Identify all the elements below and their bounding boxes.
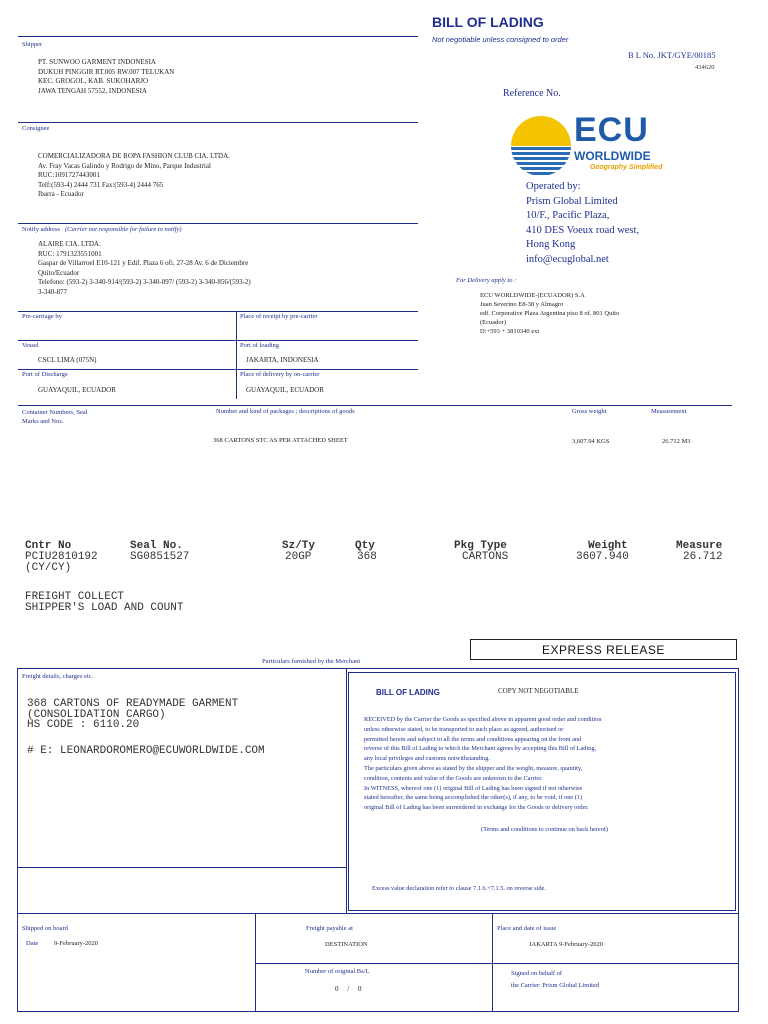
ecu-logo bbox=[510, 111, 680, 177]
precarriage-label: Pre-carriage by bbox=[22, 313, 62, 320]
discharge-label: Port of Discharge bbox=[22, 371, 68, 378]
logo-tagline: Geography Simplified bbox=[590, 164, 663, 171]
shipper-load-count: SHIPPER'S LOAD AND COUNT bbox=[25, 602, 184, 614]
vessel-label: Vessel bbox=[22, 342, 39, 349]
logo-subtext: WORLDWIDE bbox=[574, 149, 651, 163]
delivery-line: ECU WORLDWIDE-(ECUADOR) S.A bbox=[480, 292, 585, 299]
measurement-value: 26.712 M3 bbox=[662, 438, 691, 445]
divider bbox=[18, 36, 418, 37]
originals-value bbox=[335, 985, 361, 995]
cy-cy: (CY/CY) bbox=[25, 562, 72, 574]
freight-collect: FREIGHT COLLECT bbox=[25, 591, 125, 603]
divider bbox=[236, 311, 237, 399]
divider bbox=[255, 963, 739, 964]
originals-count-a: 0 bbox=[335, 985, 339, 993]
merchant-label: Particulars furnished by the Merchant bbox=[262, 658, 361, 665]
express-release-stamp bbox=[470, 639, 737, 660]
delivery-place-label: Place of delivery by on-carrier bbox=[240, 371, 320, 378]
divider bbox=[18, 369, 418, 370]
shipper-line: PT. SUNWOO GARMENT INDONESIA bbox=[38, 58, 156, 66]
terms-line: In WITNESS, whereof one (1) original Bill of Lading has been signed if not otherwise bbox=[364, 784, 583, 792]
shipper-label: Shipper bbox=[22, 41, 43, 48]
terms-line: any local privileges and customs notwithstanding. bbox=[364, 755, 490, 763]
freight-details-block bbox=[27, 699, 265, 756]
shipped-on-board-label: Shipped on board bbox=[22, 925, 68, 932]
col-weight: Weight bbox=[588, 540, 628, 552]
gross-weight-label: Gross weight bbox=[572, 408, 607, 415]
cell-size-type: 20GP bbox=[285, 551, 312, 563]
cell-qty: 368 bbox=[357, 551, 377, 563]
signed-by-carrier: the Carrier: Prism Global Limited bbox=[511, 982, 600, 989]
consignee-line: Av. Fray Vacas Galindo y Rodrigo de Mino, Parque Industrial bbox=[38, 161, 211, 170]
divider bbox=[18, 311, 418, 312]
cell-weight: 3607.940 bbox=[576, 551, 629, 563]
notify-line: Gaspar de Villarroel E10-121 y Edif. Plaza 6 ofi. 27-28 Av. 6 de Diciembre bbox=[38, 259, 249, 267]
divider bbox=[17, 913, 739, 914]
delivery-line: D:+593 + 3810340 ext bbox=[480, 328, 540, 335]
signed-behalf-label: Signed on behalf of bbox=[511, 970, 563, 977]
consignee-line: Ibarra - Ecuador bbox=[38, 190, 84, 198]
receipt-label: Place of receipt by pre-carrier bbox=[240, 313, 318, 320]
place-date-issue-value: JAKARTA 9-February-2020 bbox=[529, 941, 604, 948]
delivery-line: Juan Severino E8-38 y Almagro bbox=[480, 301, 564, 308]
terms-line: RECEIVED by the Carrier the Goods as specified above in apparent good order and condition bbox=[364, 716, 602, 723]
operator-block bbox=[526, 180, 639, 267]
freight-payable-label: Freight payable at bbox=[306, 925, 353, 932]
document-title: BILL OF LADING bbox=[432, 14, 544, 30]
reference-label: Reference No. bbox=[503, 88, 561, 99]
copy-not-negotiable: COPY NOT NEGOTIABLE bbox=[498, 687, 579, 695]
terms-text bbox=[364, 715, 601, 813]
originals-label: Number of original Bs/L bbox=[305, 968, 370, 975]
consignee-line: Telf:(593-4) 2444 731 Fax:(593-4) 2444 765 bbox=[38, 180, 164, 189]
terms-line: original Bill of Lading has been surrendered in exchange for the Goods or delivery order. bbox=[364, 804, 589, 812]
excess-value-note: Excess value declaration refer to clause 7.1.6.+7.1.5. on reverse side. bbox=[372, 885, 546, 892]
freight-email: # E: LEONARDOROMERO@ECUWORLDWIDE.COM bbox=[27, 744, 265, 757]
goods-description: 368 CARTONS STC AS PER ATTACHED SHEET bbox=[213, 437, 348, 444]
logo-text: ECU bbox=[574, 111, 649, 149]
notify-line: ALAIRE CIA. LTDA. bbox=[38, 240, 101, 248]
express-release-text: EXPRESS RELEASE bbox=[542, 642, 665, 657]
consignee-label: Consignee bbox=[22, 125, 50, 132]
bl-number: B L No. JKT/GYE/00185 bbox=[628, 50, 716, 60]
ecu-globe-icon bbox=[510, 115, 572, 177]
operator-label: Operated by: bbox=[526, 181, 581, 192]
measurement-label: Measurement bbox=[651, 408, 687, 415]
consignee-block bbox=[38, 152, 230, 200]
delivery-agent-block bbox=[480, 291, 619, 336]
col-measure: Measure bbox=[676, 540, 723, 552]
notify-label bbox=[22, 226, 181, 233]
divider bbox=[346, 668, 347, 913]
originals-separator: / bbox=[347, 985, 350, 993]
notify-line: Telefono: (593-2) 3-340-914/(593-2) 3-340-897/ (593-2) 3-340-856/(593-2) bbox=[38, 278, 251, 286]
delivery-line: edf. Corporative Plaza Argentina piso 8 of. 801 Quito bbox=[480, 310, 620, 317]
terms-line: stated hereafter, the same being accomplished the other(s), if any, to be void, if one (1) bbox=[364, 794, 583, 802]
consignee-line: RUC:1091727443001 bbox=[38, 171, 100, 179]
col-seal-no: Seal No. bbox=[130, 540, 183, 552]
operator-line: 10/F., Pacific Plaza, bbox=[526, 210, 610, 221]
document-subtitle: Not negotiable unless consigned to order bbox=[432, 35, 569, 44]
col-size-type: Sz/Ty bbox=[282, 540, 316, 552]
discharge-value: GUAYAQUIL, ECUADOR bbox=[38, 386, 116, 394]
operator-line: Hong Kong bbox=[526, 239, 576, 250]
terms-line: unless otherwise stated, to be transported to such place as agreed, authorised or bbox=[364, 725, 564, 733]
operator-email: info@ecuglobal.net bbox=[526, 253, 609, 265]
notify-block bbox=[38, 240, 251, 297]
divider bbox=[18, 340, 418, 341]
gross-weight-value: 3,607.94 KGS bbox=[572, 438, 610, 445]
freight-line: 368 CARTONS OF READYMADE GARMENT bbox=[27, 698, 239, 710]
marks-label: Container Numbers, Seal Marks and Nos. bbox=[22, 409, 88, 425]
vessel-value: CSCL LIMA (075N) bbox=[38, 356, 97, 364]
bl-subnumber: 434620 bbox=[695, 64, 715, 71]
shipper-line: DUKUH PINGGIR RT.005 RW.007 TELUKAN bbox=[38, 67, 175, 76]
notify-line: RUC: 1791323551001 bbox=[38, 249, 102, 258]
date-label: Date bbox=[26, 940, 39, 947]
delivery-line: (Ecuador) bbox=[480, 319, 506, 326]
shipper-line: KEC. GROGOL, KAB. SUKOHARJO bbox=[38, 77, 149, 85]
shipper-line: JAWA TENGAH 57552, INDONESIA bbox=[38, 86, 147, 95]
loading-label: Port of loading bbox=[240, 342, 279, 349]
freight-line: HS CODE : 6110.20 bbox=[27, 719, 140, 731]
notify-line: Quito/Ecuador bbox=[38, 268, 80, 277]
shipper-block bbox=[38, 58, 174, 96]
freight-details-label: Freight details, charges etc. bbox=[22, 673, 94, 680]
container-row bbox=[25, 551, 725, 563]
freight-line: (CONSOLIDATION CARGO) bbox=[27, 708, 166, 721]
terms-continue: (Terms and conditions to continue on back hereof) bbox=[481, 826, 609, 833]
terms-line: condition, contents and value of the Goods are unknown to the Carrier. bbox=[364, 774, 543, 782]
divider bbox=[18, 405, 732, 406]
col-pkg-type: Pkg Type bbox=[454, 540, 507, 552]
operator-line: 410 DES Voeux road west, bbox=[526, 224, 640, 236]
cell-measure: 26.712 bbox=[683, 551, 723, 563]
consignee-line: COMERCIALIZADORA DE ROPA FASHION CLUB CIA. LTDA. bbox=[38, 152, 230, 160]
shipped-date: 9-February-2020 bbox=[54, 940, 99, 947]
description-label: Number and kind of packages ; descriptions of goods bbox=[216, 408, 355, 415]
col-qty: Qty bbox=[355, 540, 375, 552]
terms-title: BILL OF LADING bbox=[376, 688, 440, 697]
notify-title: Notify address bbox=[22, 226, 61, 233]
originals-count-b: 0 bbox=[357, 985, 362, 993]
cell-pkg-type: CARTONS bbox=[462, 551, 509, 563]
terms-line: The particulars given above as stated by the shipper and the weight, measure, quantity, bbox=[364, 764, 583, 772]
place-date-issue-label: Place and date of issue bbox=[497, 925, 557, 932]
delivery-place-value: GUAYAQUIL, ECUADOR bbox=[246, 386, 324, 394]
cell-cntr-no: PCIU2810192 bbox=[25, 551, 98, 563]
notify-note: (Carrier not responsible for failure to notify) bbox=[64, 226, 182, 233]
loading-value: JAKARTA, INDONESIA bbox=[246, 356, 319, 364]
delivery-label: For Delivery apply to : bbox=[456, 277, 517, 284]
terms-line: reverse of this Bill of Lading to which the Merchant agrees by accepting this Bill of Lading, bbox=[364, 745, 597, 753]
divider bbox=[17, 867, 347, 868]
terms-line: permitted herein and subject to all the terms and conditions appearing on the front and bbox=[364, 735, 582, 743]
cell-seal-no: SG0851527 bbox=[130, 551, 190, 563]
divider bbox=[18, 223, 418, 224]
notify-line: 3-340-877 bbox=[38, 287, 68, 296]
freight-payable-value: DESTINATION bbox=[325, 941, 368, 948]
divider bbox=[18, 122, 418, 123]
col-cntr-no: Cntr No bbox=[25, 540, 72, 552]
operator-line: Prism Global Limited bbox=[526, 195, 618, 207]
